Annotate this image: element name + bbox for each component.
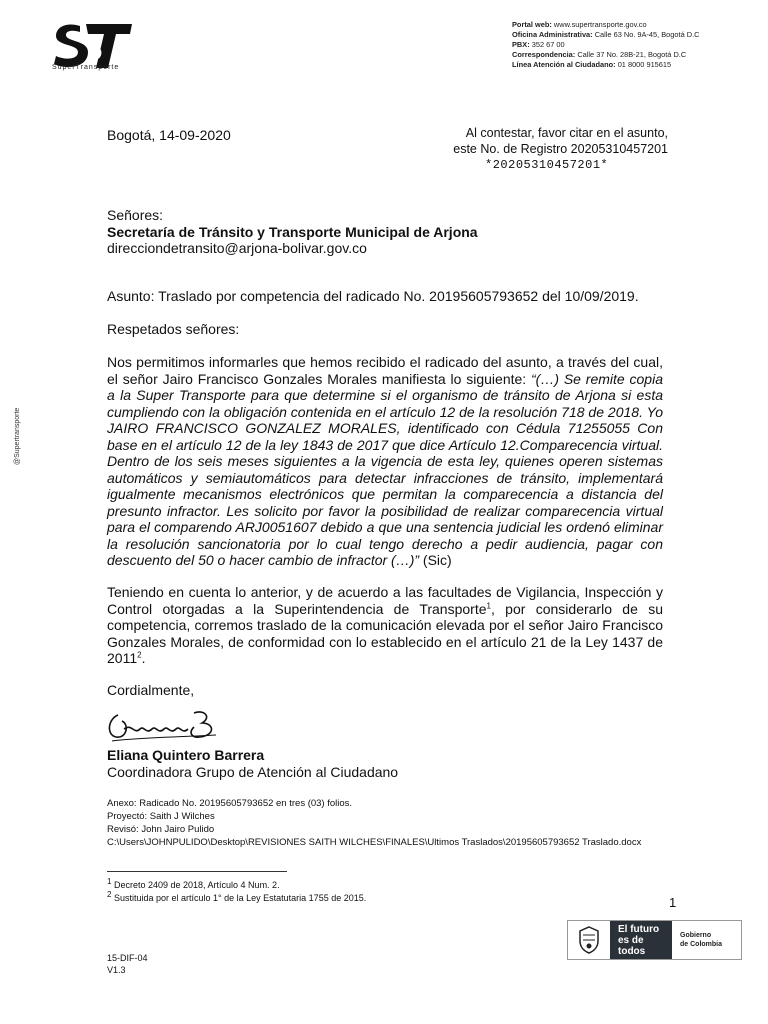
government-logo xyxy=(567,920,742,960)
footnote-2: $^2$ Sustituida por el artículo 1° de la Ley Estatutaria 1755 de 2015. xyxy=(107,890,367,903)
registration-reference xyxy=(453,125,668,173)
footnote-1: $^1$ Decreto 2409 de 2018, Artículo 4 Num. 2. xyxy=(107,877,280,890)
footnotes-block xyxy=(107,879,366,905)
recipient-block xyxy=(107,207,663,257)
contact-office: Oficina Administrativa: Calle 63 No. 9A-45, Bogotá D.C xyxy=(512,30,700,39)
handwritten-signature xyxy=(104,705,224,745)
contact-correspondence: Correspondencia: Calle 37 No. 28B-21, Bogotá D.C xyxy=(512,50,687,59)
letter-subject: Asunto: Traslado por competencia del radicado No. 20195605793652 del 10/09/2019. xyxy=(107,288,639,304)
paragraph-quote xyxy=(107,354,663,569)
signer-block xyxy=(107,747,663,780)
footnote-ref-2: 2 xyxy=(137,650,142,660)
signer-title: Coordinadora Grupo de Atención al Ciudadano xyxy=(107,763,399,780)
paragraph-transfer: Teniendo en cuenta lo anterior, y de acuerdo a las facultades de Vigilancia, Inspección y Control otorgadas a la Superintendencia de Transporte$^1$, por considerarlo de su competencia, corremos traslado de la comunicación elevada por el señor Jairo Francisco Gonzales Morales, de conformidad con lo establecido en el artículo 21 de la Ley 1437 de 2011$^2$. xyxy=(107,584,663,666)
annex-line: Anexo: Radicado No. 20195605793652 en tres (03) folios. xyxy=(107,798,353,809)
reference-barcode: *20205310457201* xyxy=(485,158,609,172)
reference-line2: este No. de Registro 20205310457201 xyxy=(453,142,668,156)
recipient-name: Secretaría de Tránsito y Transporte Municipal de Arjona xyxy=(107,223,478,240)
page-number: 1 xyxy=(669,895,677,910)
reviewed-by: Revisó: John Jairo Pulido xyxy=(107,824,215,835)
signer-name: Eliana Quintero Barrera xyxy=(107,747,265,763)
contact-web: Portal web: www.supertransporte.gov.co xyxy=(512,20,647,29)
paragraph1-quote: “(…) Se remite copia a la Super Transporte para que determine si el organismo de tránsito de Arjona si esta cumpliendo con la obligación contenida en el artículo 12 de la resolución 718 de 2018. Yo JAIRO FRANCISCO GONZALEZ MORALES, identificado con Cédula 71255055 Con base en el artículo 12 de la ley 1843 de 2017 que dice Artículo 12.Comparecencia virtual. Dentro de los seis meses siguientes a la vigencia de esta ley, quienes operen sistemas automáticos y semiautomáticos para detectar infracciones de tránsito, implementará igualmente mecanismos electrónicos que permitan la comparecencia a distancia del presunto infractor. Les solicito por favor la posibilidad de realizar comparecencia virtual para el comparendo ARJ0051607 debido a que una sentencia judicial les ordenó eliminar la resolución sancionatoria por lo cual tengo derecho a pedir audiencia, pagar con descuento del 50 o hacer cambio de infractor (…)” xyxy=(107,370,663,568)
projected-by: Proyectó: Saith J Wilches xyxy=(107,811,215,822)
letter-greeting: Respetados señores: xyxy=(107,321,240,337)
footnote-divider xyxy=(107,871,287,872)
footnote-ref-1: 1 xyxy=(486,600,491,610)
form-code: 15-DIF-04 V1.3 xyxy=(107,953,148,975)
letter-date: Bogotá, 14-09-2020 xyxy=(107,127,231,143)
annex-block xyxy=(107,797,667,849)
side-handle-text: @Supertransporte xyxy=(14,407,21,465)
paragraph1-intro: Nos permitimos informarles que hemos recibido el radicado del asunto, a través del cual, el señor Jairo Francisco Gonzales Morales manifiesta lo siguiente: xyxy=(107,354,663,387)
logo-subtitle: SuperTransporte xyxy=(52,64,120,71)
contact-pbx: PBX: 352 67 00 xyxy=(512,40,565,49)
slogan-box: El futuro es de todos xyxy=(610,921,672,959)
coat-of-arms-icon xyxy=(568,921,610,959)
reference-line1: Al contestar, favor citar en el asunto, xyxy=(465,126,668,140)
file-path: C:\Users\JOHNPULIDO\Desktop\REVISIONES SAITH WILCHES\FINALES\Ultimos Traslados\20195605793652 Traslado.docx xyxy=(107,837,642,848)
paragraph1-sic: (Sic) xyxy=(419,552,452,568)
recipient-salutation: Señores: xyxy=(107,207,164,223)
letter-closing: Cordialmente, xyxy=(107,682,195,698)
contact-block xyxy=(512,20,699,70)
gobierno-label: Gobierno de Colombia xyxy=(680,932,723,948)
contact-hotline: Línea Atención al Ciudadano: 01 8000 915615 xyxy=(512,60,672,69)
recipient-email: direcciondetransito@arjona-bolivar.gov.co xyxy=(107,240,367,256)
